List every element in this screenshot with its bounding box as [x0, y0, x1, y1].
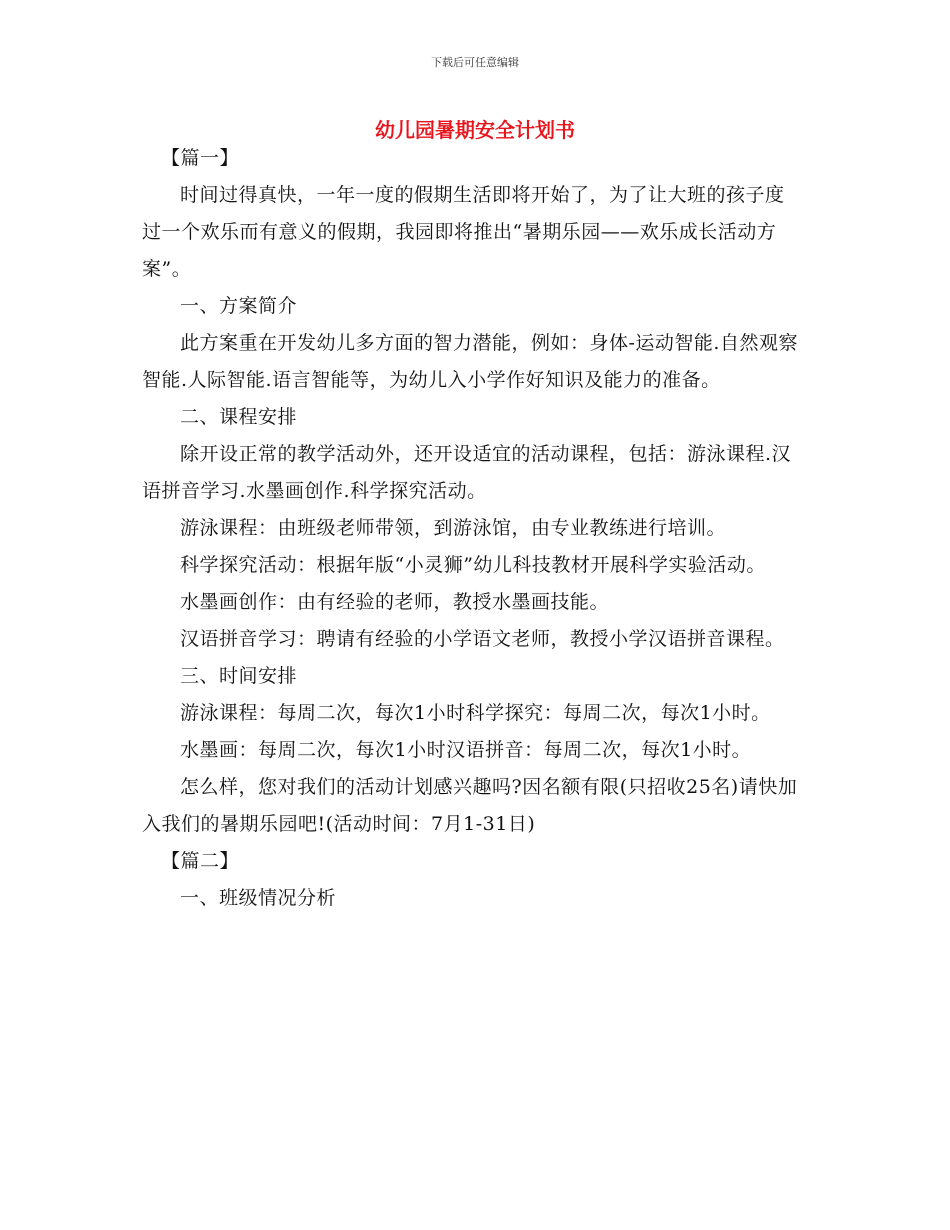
section-heading: 【篇二】: [161, 850, 240, 872]
paragraph: 三、时间安排: [180, 665, 298, 687]
paragraph: 一、方案简介: [180, 295, 298, 317]
paragraph: 游泳课程：由班级老师带领，到游泳馆，由专业教练进行培训。: [180, 517, 727, 539]
document-title: 幼儿园暑期安全计划书: [375, 118, 575, 142]
section-heading: 【篇一】: [161, 147, 240, 169]
paragraph: 汉语拼音学习：聘请有经验的小学语文老师，教授小学汉语拼音课程。: [180, 628, 785, 650]
document-body: [142, 140, 798, 917]
paragraph: 一、班级情况分析: [180, 887, 337, 909]
paragraph: 除开设正常的教学活动外，还开设适宜的活动课程，包括：游泳课程.汉语拼音学习.水墨画创作.科学探究活动。: [142, 443, 792, 502]
paragraph: 游泳课程：每周二次，每次1小时科学探究：每周二次，每次1小时。: [180, 702, 771, 724]
paragraph: 时间过得真快，一年一度的假期生活即将开始了，为了让大班的孩子度过一个欢乐而有意义的假期，我园即将推出“暑期乐园——欢乐成长活动方案”。: [142, 184, 785, 280]
paragraph: 水墨画：每周二次，每次1小时汉语拼音：每周二次，每次1小时。: [180, 739, 752, 761]
page-header: 下载后可任意编辑: [431, 56, 519, 69]
paragraph: 水墨画创作：由有经验的老师，教授水墨画技能。: [180, 591, 610, 613]
paragraph: 怎么样，您对我们的活动计划感兴趣吗?因名额有限(只招收25名)请快加入我们的暑期乐园吧!(活动时间：7月1-31日): [142, 776, 798, 835]
paragraph: 此方案重在开发幼儿多方面的智力潜能，例如：身体-运动智能.自然观察智能.人际智能.语言智能等，为幼儿入小学作好知识及能力的准备。: [142, 332, 798, 391]
paragraph: 二、课程安排: [180, 406, 298, 428]
paragraph: 科学探究活动：根据年版“小灵狮”幼儿科技教材开展科学实验活动。: [180, 554, 766, 576]
